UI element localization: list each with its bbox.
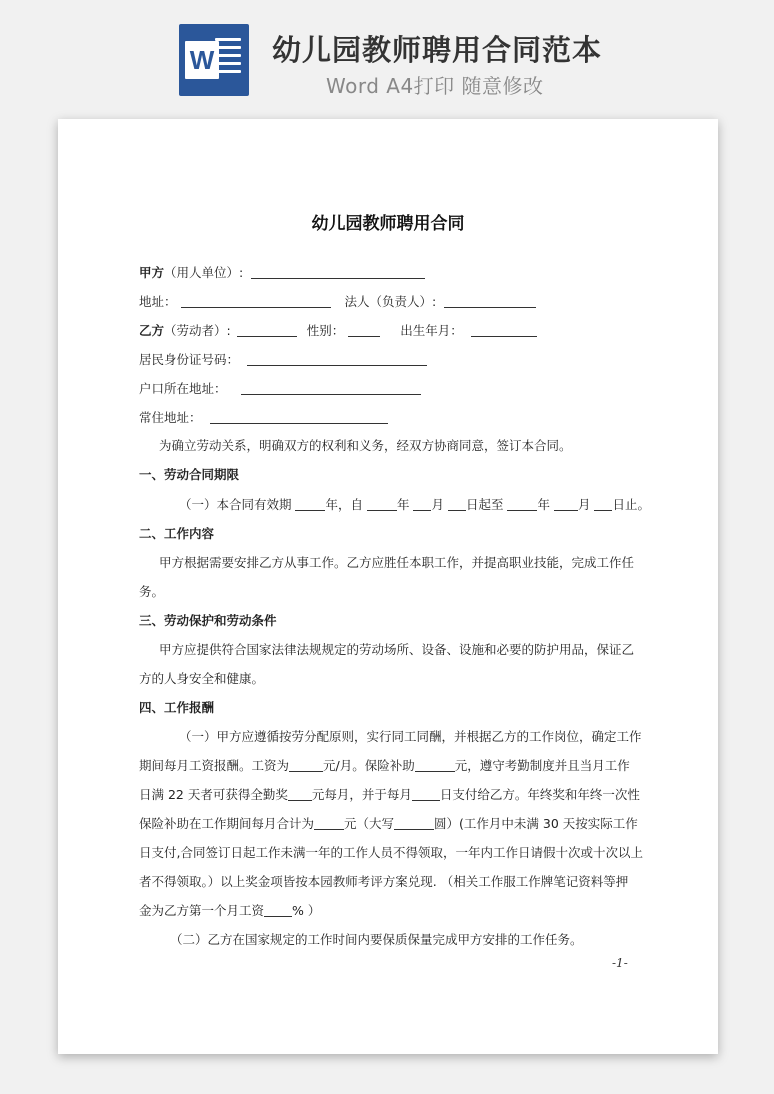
banner-title: 幼儿园教师聘用合同范本	[272, 33, 603, 67]
section-4-clause-2: （二）乙方在国家规定的工作时间内要保质保量完成甲方安排的工作任务。	[170, 932, 583, 947]
hukou-line	[139, 380, 421, 398]
bonus-text: 日满 22 天者可获得全勤奖	[139, 787, 288, 802]
residence-label: 常住地址：	[139, 410, 202, 425]
document-title: 幼儿园教师聘用合同	[311, 214, 465, 234]
end-day-blank[interactable]	[594, 497, 612, 511]
section-2-paragraph-line: 务。	[139, 584, 165, 599]
address-blank[interactable]	[181, 294, 331, 308]
section-4-paragraph-line: 日支付,合同签订日起工作未满一年的工作人员不得领取，一年内工作日请假十次或十次以上	[139, 845, 643, 860]
total-text: 保险补助在工作期间每月合计为	[139, 816, 315, 831]
start-day-blank[interactable]	[448, 497, 466, 511]
term-text: （一）本合同有效期	[179, 497, 296, 512]
section-4-paragraph-line	[139, 786, 640, 804]
section-1-clause-1	[179, 496, 650, 514]
term-text: 日止。	[612, 497, 650, 512]
legal-person-label: 法人（负责人）:	[344, 294, 437, 309]
section-4-paragraph-line: 者不得领取。）以上奖金项皆按本园教师考评方案兑现. （相关工作服工作牌笔记资料等押	[139, 874, 629, 889]
deposit-text: 金为乙方第一个月工资	[139, 903, 265, 918]
legal-person-blank[interactable]	[444, 294, 536, 308]
term-text: 月	[577, 497, 591, 512]
banner-subtitle: Word A4打印 随意修改	[326, 74, 544, 98]
bonus-text: 日支付给乙方。年终奖和年终一次性	[439, 787, 640, 802]
section-4-paragraph-line: （一）甲方应遵循按劳分配原则，实行同工同酬，并根据乙方的工作岗位，确定工作	[179, 729, 642, 744]
section-3-paragraph-line: 甲方应提供符合国家法律法规规定的劳动场所、设备、设施和必要的防护用品，保证乙	[159, 642, 635, 657]
party-b-line	[139, 322, 537, 340]
preamble: 为确立劳动关系，明确双方的权利和义务，经双方协商同意，签订本合同。	[159, 438, 572, 453]
section-1-heading: 一、劳动合同期限	[139, 467, 240, 482]
insurance-blank[interactable]	[415, 758, 455, 772]
total-text: 圆）(工作月中未满 30 天按实际工作	[434, 816, 638, 831]
id-line	[139, 351, 427, 369]
party-a-note: （用人单位）:	[164, 265, 244, 280]
bonus-text: 元每月，并于每月	[311, 787, 412, 802]
header-banner	[0, 0, 774, 110]
term-years-blank[interactable]	[295, 497, 325, 511]
deposit-percent-blank[interactable]	[264, 903, 292, 917]
word-document-icon	[179, 24, 249, 96]
salary-text: 元/月。保险补助	[323, 758, 415, 773]
pay-day-blank[interactable]	[412, 787, 440, 801]
term-text: 年，自	[325, 497, 363, 512]
total-text: 元（大写	[344, 816, 395, 831]
party-b-blank[interactable]	[237, 323, 297, 337]
start-month-blank[interactable]	[413, 497, 431, 511]
end-month-blank[interactable]	[554, 497, 578, 511]
section-4-paragraph-line	[139, 815, 638, 833]
address-label: 地址：	[139, 294, 177, 309]
term-text: 年	[537, 497, 550, 512]
term-text: 月	[431, 497, 444, 512]
term-text: 日起至	[465, 497, 504, 512]
uppercase-amount-blank[interactable]	[394, 816, 434, 830]
section-2-heading: 二、工作内容	[139, 526, 215, 541]
word-logo-letter: W	[185, 41, 219, 79]
section-4-heading: 四、工作报酬	[139, 700, 215, 715]
end-year-blank[interactable]	[507, 497, 537, 511]
document-page	[58, 119, 718, 1054]
party-b-note: （劳动者）:	[164, 323, 231, 338]
id-label: 居民身份证号码：	[139, 352, 240, 367]
section-3-paragraph-line: 方的人身安全和健康。	[139, 671, 265, 686]
gender-blank[interactable]	[348, 323, 380, 337]
hukou-blank[interactable]	[241, 381, 421, 395]
salary-text: 期间每月工资报酬。工资为	[139, 758, 290, 773]
hukou-label: 户口所在地址：	[139, 381, 227, 396]
gender-label: 性别：	[306, 323, 345, 338]
page-number: -1-	[612, 956, 628, 970]
residence-blank[interactable]	[210, 410, 388, 424]
birth-blank[interactable]	[471, 323, 537, 337]
section-4-paragraph-line	[139, 757, 630, 775]
party-b-label: 乙方	[139, 323, 165, 338]
deposit-text: % ）	[292, 903, 321, 918]
salary-blank[interactable]	[289, 758, 323, 772]
term-text: 年	[396, 497, 410, 512]
section-3-heading: 三、劳动保护和劳动条件	[139, 613, 277, 628]
monthly-total-blank[interactable]	[314, 816, 344, 830]
section-2-paragraph-line: 甲方根据需要安排乙方从事工作。乙方应胜任本职工作，并提高职业技能，完成工作任	[159, 555, 635, 570]
id-blank[interactable]	[247, 352, 427, 366]
section-4-paragraph-line	[139, 902, 320, 920]
attendance-bonus-blank[interactable]	[288, 787, 312, 801]
party-a-blank[interactable]	[251, 265, 425, 279]
birth-label: 出生年月：	[400, 323, 463, 338]
address-line	[139, 293, 536, 311]
salary-text: 元，遵守考勤制度并且当月工作	[454, 758, 630, 773]
party-a-label: 甲方	[139, 265, 165, 280]
party-a-line	[139, 264, 425, 282]
start-year-blank[interactable]	[367, 497, 397, 511]
residence-line	[139, 409, 388, 427]
